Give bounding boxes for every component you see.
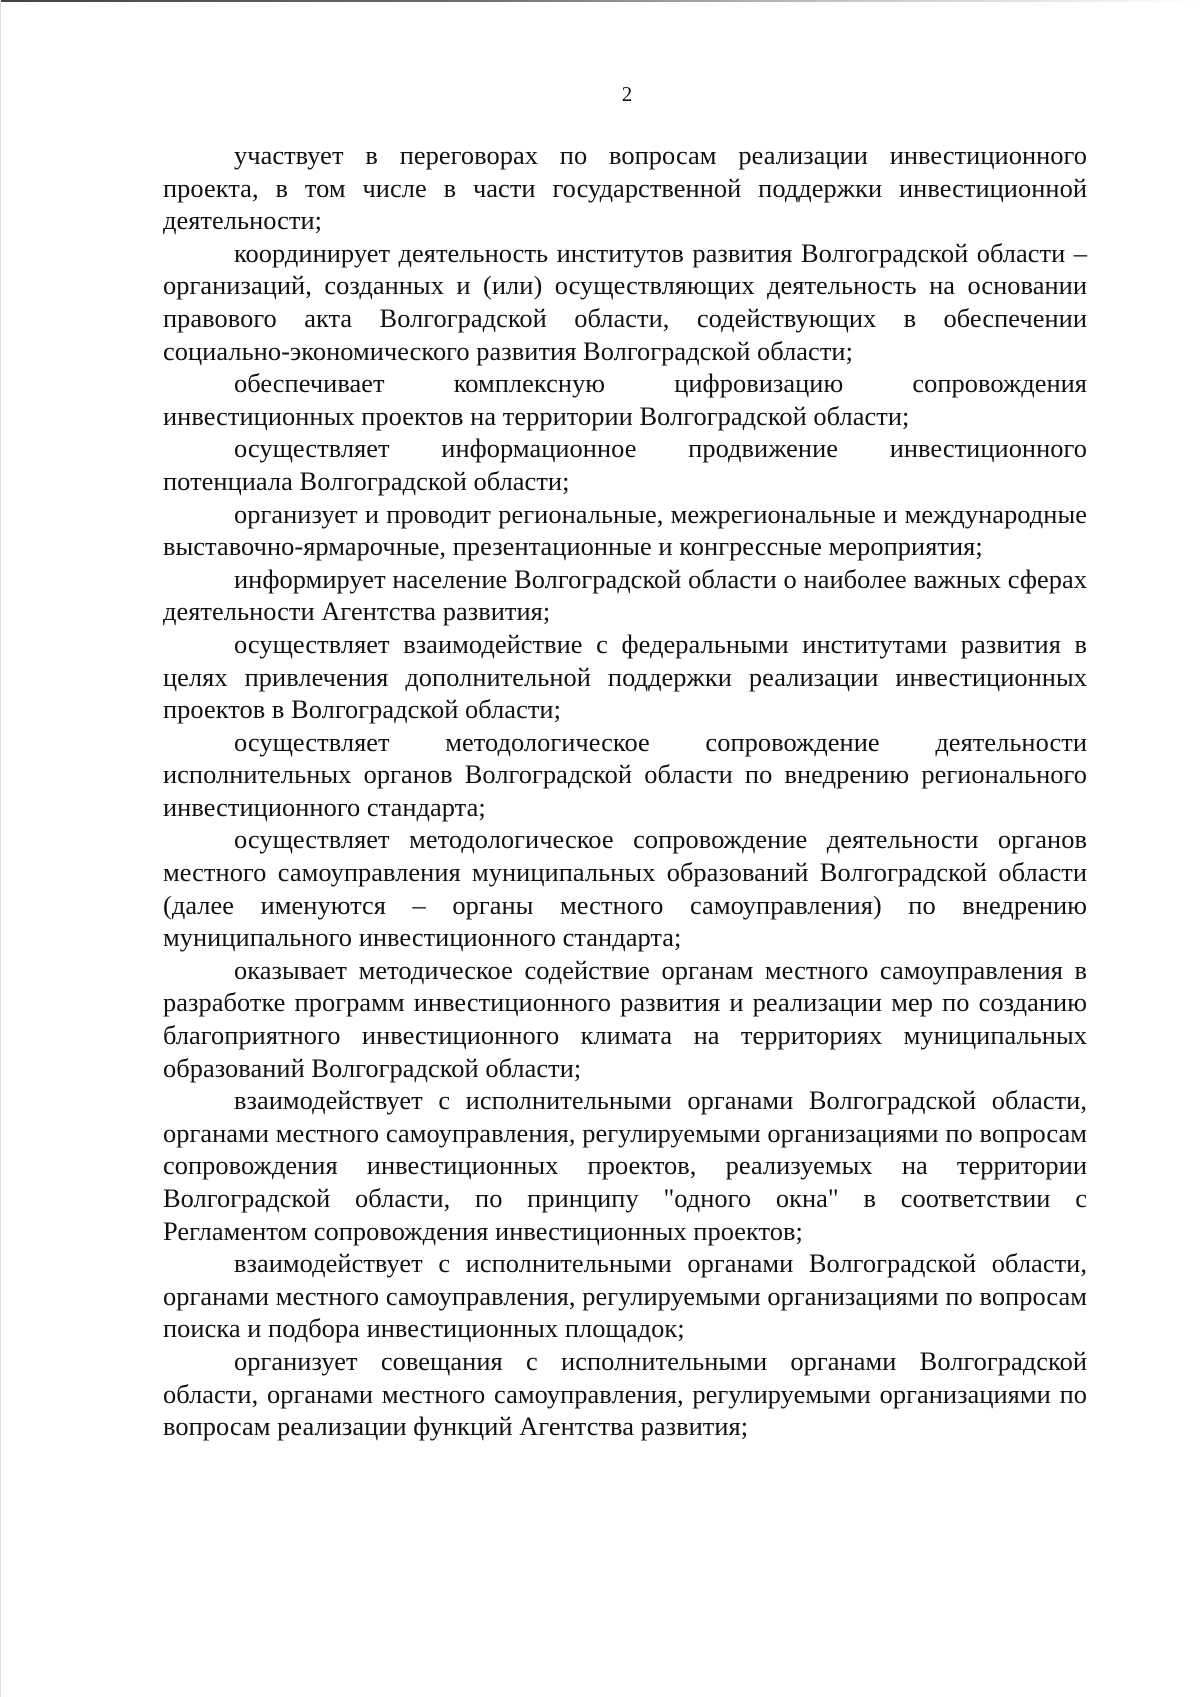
paragraph-digitalization: обеспечивает комплексную цифровизацию сопровождения инвестиционных проектов на территории Волгоградской области; — [163, 368, 1087, 431]
paragraph-site-selection: взаимодействует с исполнительными органами Волгоградской области, органами местного самоуправления, регулируемыми организациями по вопросам поиска и подбора инвестиционных площадок; — [163, 1248, 1087, 1344]
paragraph-exhibitions: организует и проводит региональные, межрегиональные и международные выставочно-ярмарочные, презентационные и конгрессные мероприятия; — [163, 498, 1087, 562]
paragraph-information-promotion: осуществляет информационное продвижение инвестиционного потенциала Волгоградской области; — [163, 433, 1087, 496]
paragraph-development-institutes: координирует деятельность институтов развития Волгоградской области – организаций, созданных и (или) осуществляющих деятельность на основании правового акта Волгоградской области, содействующих в обеспечении социально-экономического развития Волгоградской области; — [163, 237, 1087, 366]
paragraph-public-information: информирует население Волгоградской области о наиболее важных сферах деятельности Агентства развития; — [163, 563, 1087, 627]
paragraph-municipal-standard: осуществляет методологическое сопровождение деятельности органов местного самоуправления муниципальных образований Волгоградской области (далее именуются – органы местного самоуправления) по внедрению муниципального инвестиционного стандарта; — [163, 824, 1087, 953]
paragraph-negotiations: участвует в переговорах по вопросам реализации инвестиционного проекта, в том числе в части государственной поддержки инвестиционной деятельности; — [163, 140, 1087, 236]
paragraph-meetings: организует совещания с исполнительными органами Волгоградской области, органами местного самоуправления, регулируемыми организациями по вопросам реализации функций Агентства развития; — [163, 1345, 1087, 1442]
paragraph-one-window-support: взаимодействует с исполнительными органами Волгоградской области, органами местного самоуправления, регулируемыми организациями по вопросам сопровождения инвестиционных проектов, реализуемых на территории Волгоградской области, по принципу "одного окна" в соответствии с Регламентом сопровождения инвестиционных проектов; — [163, 1085, 1087, 1246]
paragraph-federal-institutes: осуществляет взаимодействие с федеральными институтами развития в целях привлечения дополнительной поддержки реализации инвестиционных проектов в Волгоградской области; — [163, 628, 1087, 725]
page-number: 2 — [621, 82, 633, 106]
paragraph-methodical-assistance: оказывает методическое содействие органам местного самоуправления в разработке программ инвестиционного развития и реализации мер по созданию благоприятного инвестиционного климата на территориях муниципальных образований Волгоградской области; — [163, 954, 1087, 1083]
document-body — [163, 139, 1087, 1443]
paragraph-regional-standard: осуществляет методологическое сопровождение деятельности исполнительных органов Волгоградской области по внедрению регионального инвестиционного стандарта; — [163, 726, 1087, 822]
